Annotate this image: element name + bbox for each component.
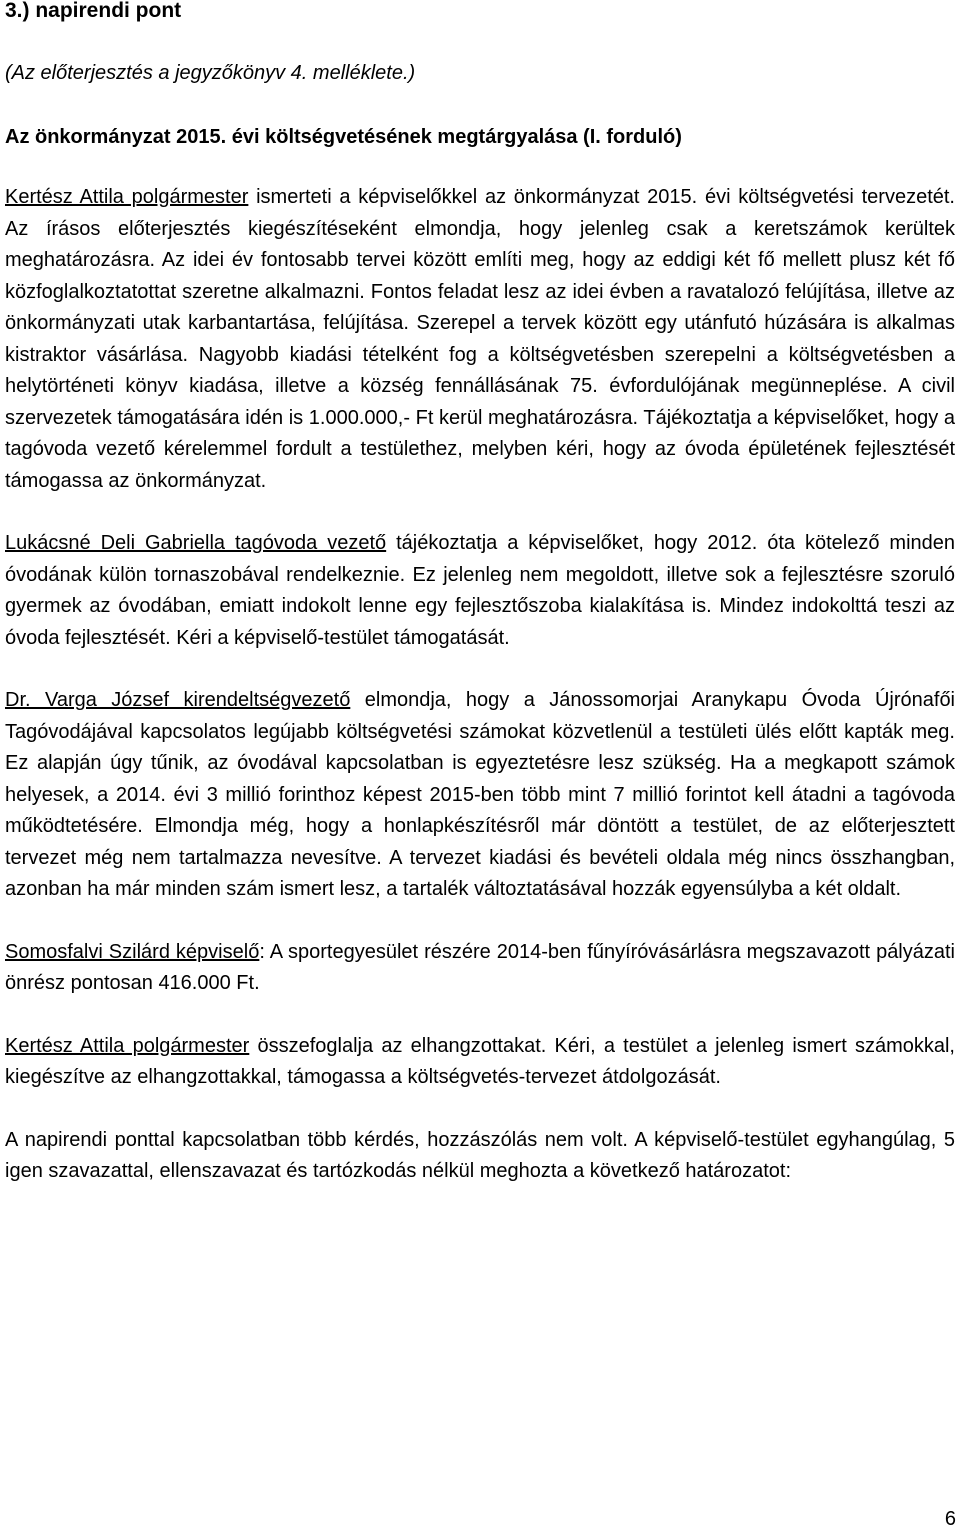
paragraph-text: : A sportegyesület részére 2014-ben fűnyíróvásárlásra megszavazott pályázati önrész pontosan 416.000 Ft. xyxy=(5,940,956,994)
page-number: 6 xyxy=(944,1508,956,1530)
paragraph-kindergarten-head xyxy=(5,528,955,654)
speaker-name: Lukácsné Deli Gabriella tagóvoda vezető xyxy=(5,532,387,554)
paragraph-office-head xyxy=(5,685,955,906)
paragraph-text: elmondja, hogy a Jánossomorjai Aranykapu Óvoda Újrónafői Tagóvodájával kapcsolatos legújabb költségvetési számokat közvetlenül a testületi ülés előtt kapták meg. Ez alapján úgy tűnik, az óvodával kapcsolatban is egyeztetésre lesz szükség. Ha a megkapott számok helyesek, a 2014. évi 3 millió forinthoz képest 2015-ben több mint 7 millió forintot kell átadni a tagóvoda működtetésére. Elmondja még, hogy a honlapkészítésről már döntött a testület, de az előterjesztett tervezet még nem tartalmazza nevesítve. A tervezet kiadási és bevételi oldala még nincs összhangban, azonban ha már minden szám ismert lesz, a tartalék változtatásával hozzák egyensúlyba a két oldalt. xyxy=(5,689,956,900)
speaker-name: Somosfalvi Szilárd képviselő xyxy=(5,940,260,963)
speaker-name: Dr. Varga József kirendeltségvezető xyxy=(5,689,351,711)
speaker-name: Kertész Attila polgármester xyxy=(5,186,249,208)
paragraph-text: összefoglalja az elhangzottakat. Kéri, a testület a jelenleg ismert számokkal, kiegészítve az elhangzottakkal, támogassa a költségvetés-tervezet átdolgozását. xyxy=(5,1034,955,1088)
paragraph-text: ismerteti a képviselőkkel az önkormányzat 2015. évi költségvetési tervezetét. Az írásos előterjesztés kiegészítéseként elmondja, hogy jelenleg csak a keretszámok kerültek meghatározásra. Az idei év fontosabb tervei között említi meg, hogy az eddigi két fő mellett plusz két fő közfoglalkoztatottat szeretne alkalmazni. Fontos feladat lesz az idei évben a ravatalozó felújítása, illetve az önkormányzati utak karbantartása, felújítása. Szerepel a tervek között egy utánfutó húzására is alkalmas kistraktor vásárlása. Nagyobb kiadási tételként fog a költségvetésben szerepelni a költségvetésben a helytörténeti könyv kiadása, illetve a község fennállásának 75. évfordulójának megünneplése. A civil szervezetek támogatására idén is 1.000.000,- Ft kerül meghatározásra. Tájékoztatja a képviselőket, hogy a tagóvoda vezető kérelemmel fordult a testülethez, melyben kéri, hogy az óvoda épületének fejlesztését támogassa az önkormányzat. xyxy=(5,186,955,492)
agenda-heading: 3.) napirendi pont xyxy=(5,0,182,22)
paragraph-mayor-intro xyxy=(5,182,955,497)
paragraph-representative xyxy=(5,937,955,1000)
agenda-title: Az önkormányzat 2015. évi költségvetésének megtárgyalása (I. forduló) xyxy=(5,126,682,148)
annex-reference: (Az előterjesztés a jegyzőkönyv 4. melléklete.) xyxy=(5,62,416,84)
document-page xyxy=(5,0,955,1188)
paragraph-text: A napirendi ponttal kapcsolatban több kérdés, hozzászólás nem volt. A képviselő-testület egyhangúlag, 5 igen szavazattal, ellenszavazat és tartózkodás nélkül meghozta a következő határozatot: xyxy=(5,1128,955,1182)
paragraph-mayor-summary xyxy=(5,1031,955,1094)
speaker-name: Kertész Attila polgármester xyxy=(5,1034,250,1057)
paragraph-decision xyxy=(5,1125,955,1188)
paragraph-text: tájékoztatja a képviselőket, hogy 2012. óta kötelező minden óvodának külön tornaszobával rendelkeznie. Ez jelenleg nem megoldott, illetve sok a fejlesztésre szoruló gyermek az óvodában, emiatt indokolt lenne egy fejlesztőszoba kialakítása is. Mindez indokolttá teszi az óvoda fejlesztését. Kéri a képviselő-testület támogatását. xyxy=(5,532,956,649)
